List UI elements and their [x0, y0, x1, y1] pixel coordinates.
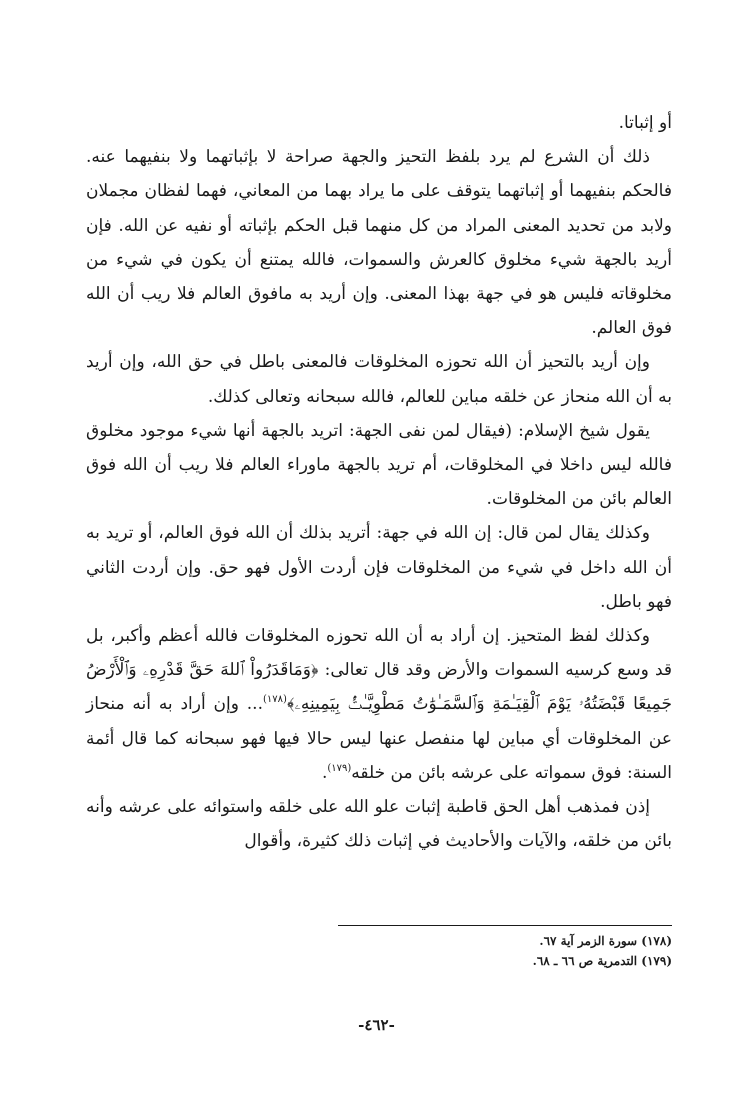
footnotes	[86, 931, 672, 971]
paragraph-text: .	[321, 762, 328, 783]
paragraph-text: يقول شيخ الإسلام: (فيقال لمن نفى الجهة: اتريد بالجهة أنها شيء موجود مخلوق فالله ليس داخلا في المخلوقات، أم تريد بالجهة ماوراء العالم فلا ريب أن الله فوق العالم بائن من المخلوقات.	[86, 420, 672, 510]
paragraph	[86, 414, 672, 517]
paragraph	[86, 106, 672, 140]
paragraph-text: أو إثباتا.	[618, 113, 672, 133]
page-number: -٤٦٢-	[358, 1016, 395, 1034]
paragraph	[86, 619, 672, 790]
footnote: (١٧٩) التدمرية ص ٦٦ ـ ٦٨.	[532, 954, 672, 968]
paragraph-text: وإن أريد بالتحيز أن الله تحوزه المخلوقات فالمعنى باطل في حق الله، وإن أريد به أن الله منحاز عن خلقه مباين للعالم، فالله سبحانه وتعالى كذلك.	[86, 352, 672, 407]
paragraph-text: ذلك أن الشرع لم يرد بلفظ التحيز والجهة صراحة لا بإثباتهما ولا بنفيهما عنه. فالحكم بنفيهما أو إثباتهما يتوقف على ما يراد بهما من المعاني، فهما لفظان مجملان ولابد من تحديد المعنى المراد من كل منهما قبل الحكم بإثباته أو نفيه عن الله. فإن أريد بالجهة شيء مخلوق كالعرش والسموات، فالله يمتنع أن يكون في شيء من مخلوقاته فليس هو في جهة بهذا المعنى. وإن أريد به مافوق العالم فلا ريب أن الله فوق العالم.	[86, 147, 672, 339]
footnote-reference[interactable]: (١٧٨)	[263, 694, 287, 706]
paragraph-text: ... وإن أراد به أنه منحاز عن المخلوقات أي مباين لها منفصل عنها ليس حالا فيها فهو سبحانه كما قال أئمة السنة: فوق سمواته على عرشه بائن من خلقه	[86, 694, 672, 783]
paragraph-text: إذن فمذهب أهل الحق قاطبة إثبات علو الله على خلقه واستوائه على عرشه وأنه بائن من خلقه، والآيات والأحاديث في إثبات ذلك كثيرة، وأقوال	[86, 797, 672, 852]
paragraph-text: وكذلك لفظ المتحيز. إن أراد به أن الله تحوزه المخلوقات فالله أعظم وأكبر، بل قد وسع كرسيه السموات والأرض وقد قال تعالى:	[86, 626, 672, 681]
quran-verse: ﴿وَمَاقَدَرُواْ ٱللهَ حَقَّ قَدْرِهِۦ وَٱلْأَرْضُ جَمِيعًا قَبْضَتُهُۥ يَوْمَ ٱلْقِيَـٰمَةِ وَٱلسَّمَـٰوَٰتُ مَطْوِيَّـٰتُۢ بِيَمِينِهِۦ﴾	[86, 660, 672, 715]
paragraph	[86, 140, 672, 345]
paragraph	[86, 790, 672, 858]
footnote-divider	[338, 925, 672, 926]
paragraph	[86, 516, 672, 619]
footnote: (١٧٨) سورة الزمر آية ٦٧.	[539, 934, 672, 948]
footnote-reference[interactable]: (١٧٩)	[327, 762, 352, 774]
body-text	[86, 106, 672, 858]
paragraph	[86, 345, 672, 413]
paragraph-text: وكذلك يقال لمن قال: إن الله في جهة: أتريد بذلك أن الله فوق العالم، أو تريد به أن الله داخل في شيء من المخلوقات فإن أردت الأول فهو حق. وإن أردت الثاني فهو باطل.	[86, 523, 672, 612]
